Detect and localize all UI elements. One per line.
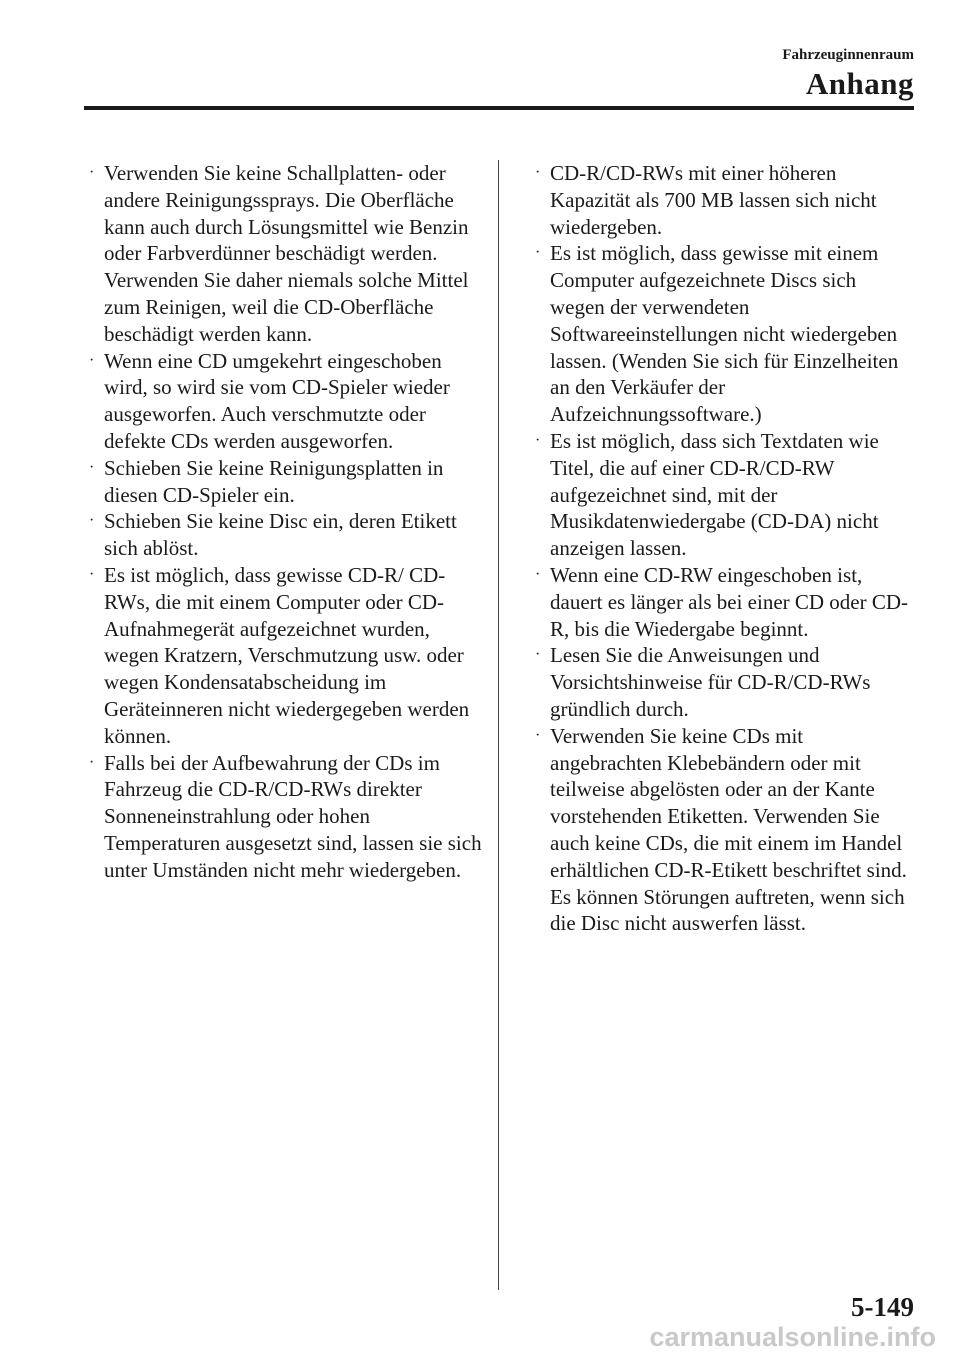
left-column bbox=[84, 160, 484, 884]
list-item bbox=[84, 508, 484, 562]
bullet-icon: · bbox=[535, 646, 541, 664]
list-item-text: Es ist möglich, dass gewisse mit einem Computer aufgezeichnete Discs sich wegen der verwendeten Softwareeinstellungen nicht wiedergeben lassen. (Wenden Sie sich für Einzelheiten an den Verkäufer der Aufzeichnungssoftware.) bbox=[550, 241, 899, 427]
bullet-icon: · bbox=[535, 565, 541, 583]
page-header bbox=[782, 46, 914, 102]
bullet-icon: · bbox=[89, 164, 95, 181]
bullet-icon: · bbox=[89, 351, 95, 369]
list-item-text: Schieben Sie keine Disc ein, deren Etikett sich ablöst. bbox=[104, 509, 457, 561]
list-item-text: Es ist möglich, dass sich Textdaten wie Titel, die auf einer CD-R/CD-RW aufgezeichnet sind, mit der Musikdatenwiedergabe (CD-DA) nicht anzeigen lassen. bbox=[550, 428, 879, 561]
list-item bbox=[530, 160, 914, 240]
bullet-icon: · bbox=[535, 726, 541, 744]
list-item bbox=[84, 562, 484, 750]
bullet-icon: · bbox=[535, 431, 541, 449]
right-column bbox=[530, 160, 914, 937]
column-divider bbox=[498, 160, 499, 1290]
watermark: carmanualsonline.info bbox=[649, 1322, 936, 1352]
list-item-text: Schieben Sie keine Reinigungsplatten in diesen CD-Spieler ein. bbox=[104, 455, 444, 507]
right-bullet-list bbox=[530, 160, 914, 937]
header-divider bbox=[84, 106, 914, 110]
left-bullet-list bbox=[84, 160, 484, 884]
list-item bbox=[530, 723, 914, 937]
list-item-text: Es ist möglich, dass gewisse CD-R/ CD-RWs, die mit einem Computer oder CD-Aufnahmegerät aufgezeichnet wurden, wegen Kratzern, Verschmutzung usw. oder wegen Kondensatabscheidung im Geräteinneren nicht wiedergegeben werden können. bbox=[104, 562, 470, 748]
bullet-icon: · bbox=[535, 244, 541, 262]
page-number: 5-149 bbox=[851, 1292, 914, 1322]
list-item-text: Verwenden Sie keine CDs mit angebrachten Klebebändern oder mit teilweise abgelösten oder an der Kante vorstehenden Etiketten. Verwenden Sie auch keine CDs, die mit einem im Handel erhältlichen CD-R-Etikett beschriftet sind. Es können Störungen auftreten, wenn sich die Disc nicht auswerfen lässt. bbox=[550, 723, 907, 936]
bullet-icon: · bbox=[89, 753, 95, 771]
list-item bbox=[84, 348, 484, 455]
chapter-title: Anhang bbox=[805, 66, 914, 101]
list-item bbox=[84, 455, 484, 509]
list-item-text: Wenn eine CD-RW eingeschoben ist, dauert es länger als bei einer CD oder CD-R, bis die Wiedergabe beginnt. bbox=[550, 562, 909, 641]
section-label: Fahrzeuginnenraum bbox=[782, 47, 914, 63]
list-item-text: CD-R/CD-RWs mit einer höheren Kapazität als 700 MB lassen sich nicht wiedergeben. bbox=[550, 161, 877, 239]
bullet-icon: · bbox=[535, 164, 541, 181]
bullet-icon: · bbox=[89, 512, 95, 530]
list-item bbox=[530, 562, 914, 642]
list-item-text: Wenn eine CD umgekehrt eingeschoben wird, so wird sie vom CD-Spieler wieder ausgeworfen. Auch verschmutzte oder defekte CDs werden ausgeworfen. bbox=[104, 348, 450, 453]
list-item bbox=[530, 642, 914, 722]
bullet-icon: · bbox=[89, 458, 95, 476]
bullet-icon: · bbox=[89, 565, 95, 583]
list-item-text: Lesen Sie die Anweisungen und Vorsichtshinweise für CD-R/CD-RWs gründlich durch. bbox=[550, 643, 871, 721]
list-item-text: Verwenden Sie keine Schallplatten- oder andere Reinigungssprays. Die Oberfläche kann auch durch Lösungsmittel wie Benzin oder Farbverdünner beschädigt werden. Verwenden Sie daher niemals solche Mittel zum Reinigen, weil die CD-Oberfläche beschädigt werden kann. bbox=[104, 161, 469, 346]
list-item-text: Falls bei der Aufbewahrung der CDs im Fahrzeug die CD-R/CD-RWs direkter Sonneneinstrahlung oder hohen Temperaturen ausgesetzt sind, lassen sie sich unter Umständen nicht mehr wiedergeben. bbox=[104, 750, 482, 882]
list-item bbox=[84, 160, 484, 348]
list-item bbox=[530, 240, 914, 428]
list-item bbox=[84, 750, 484, 884]
list-item bbox=[530, 428, 914, 562]
